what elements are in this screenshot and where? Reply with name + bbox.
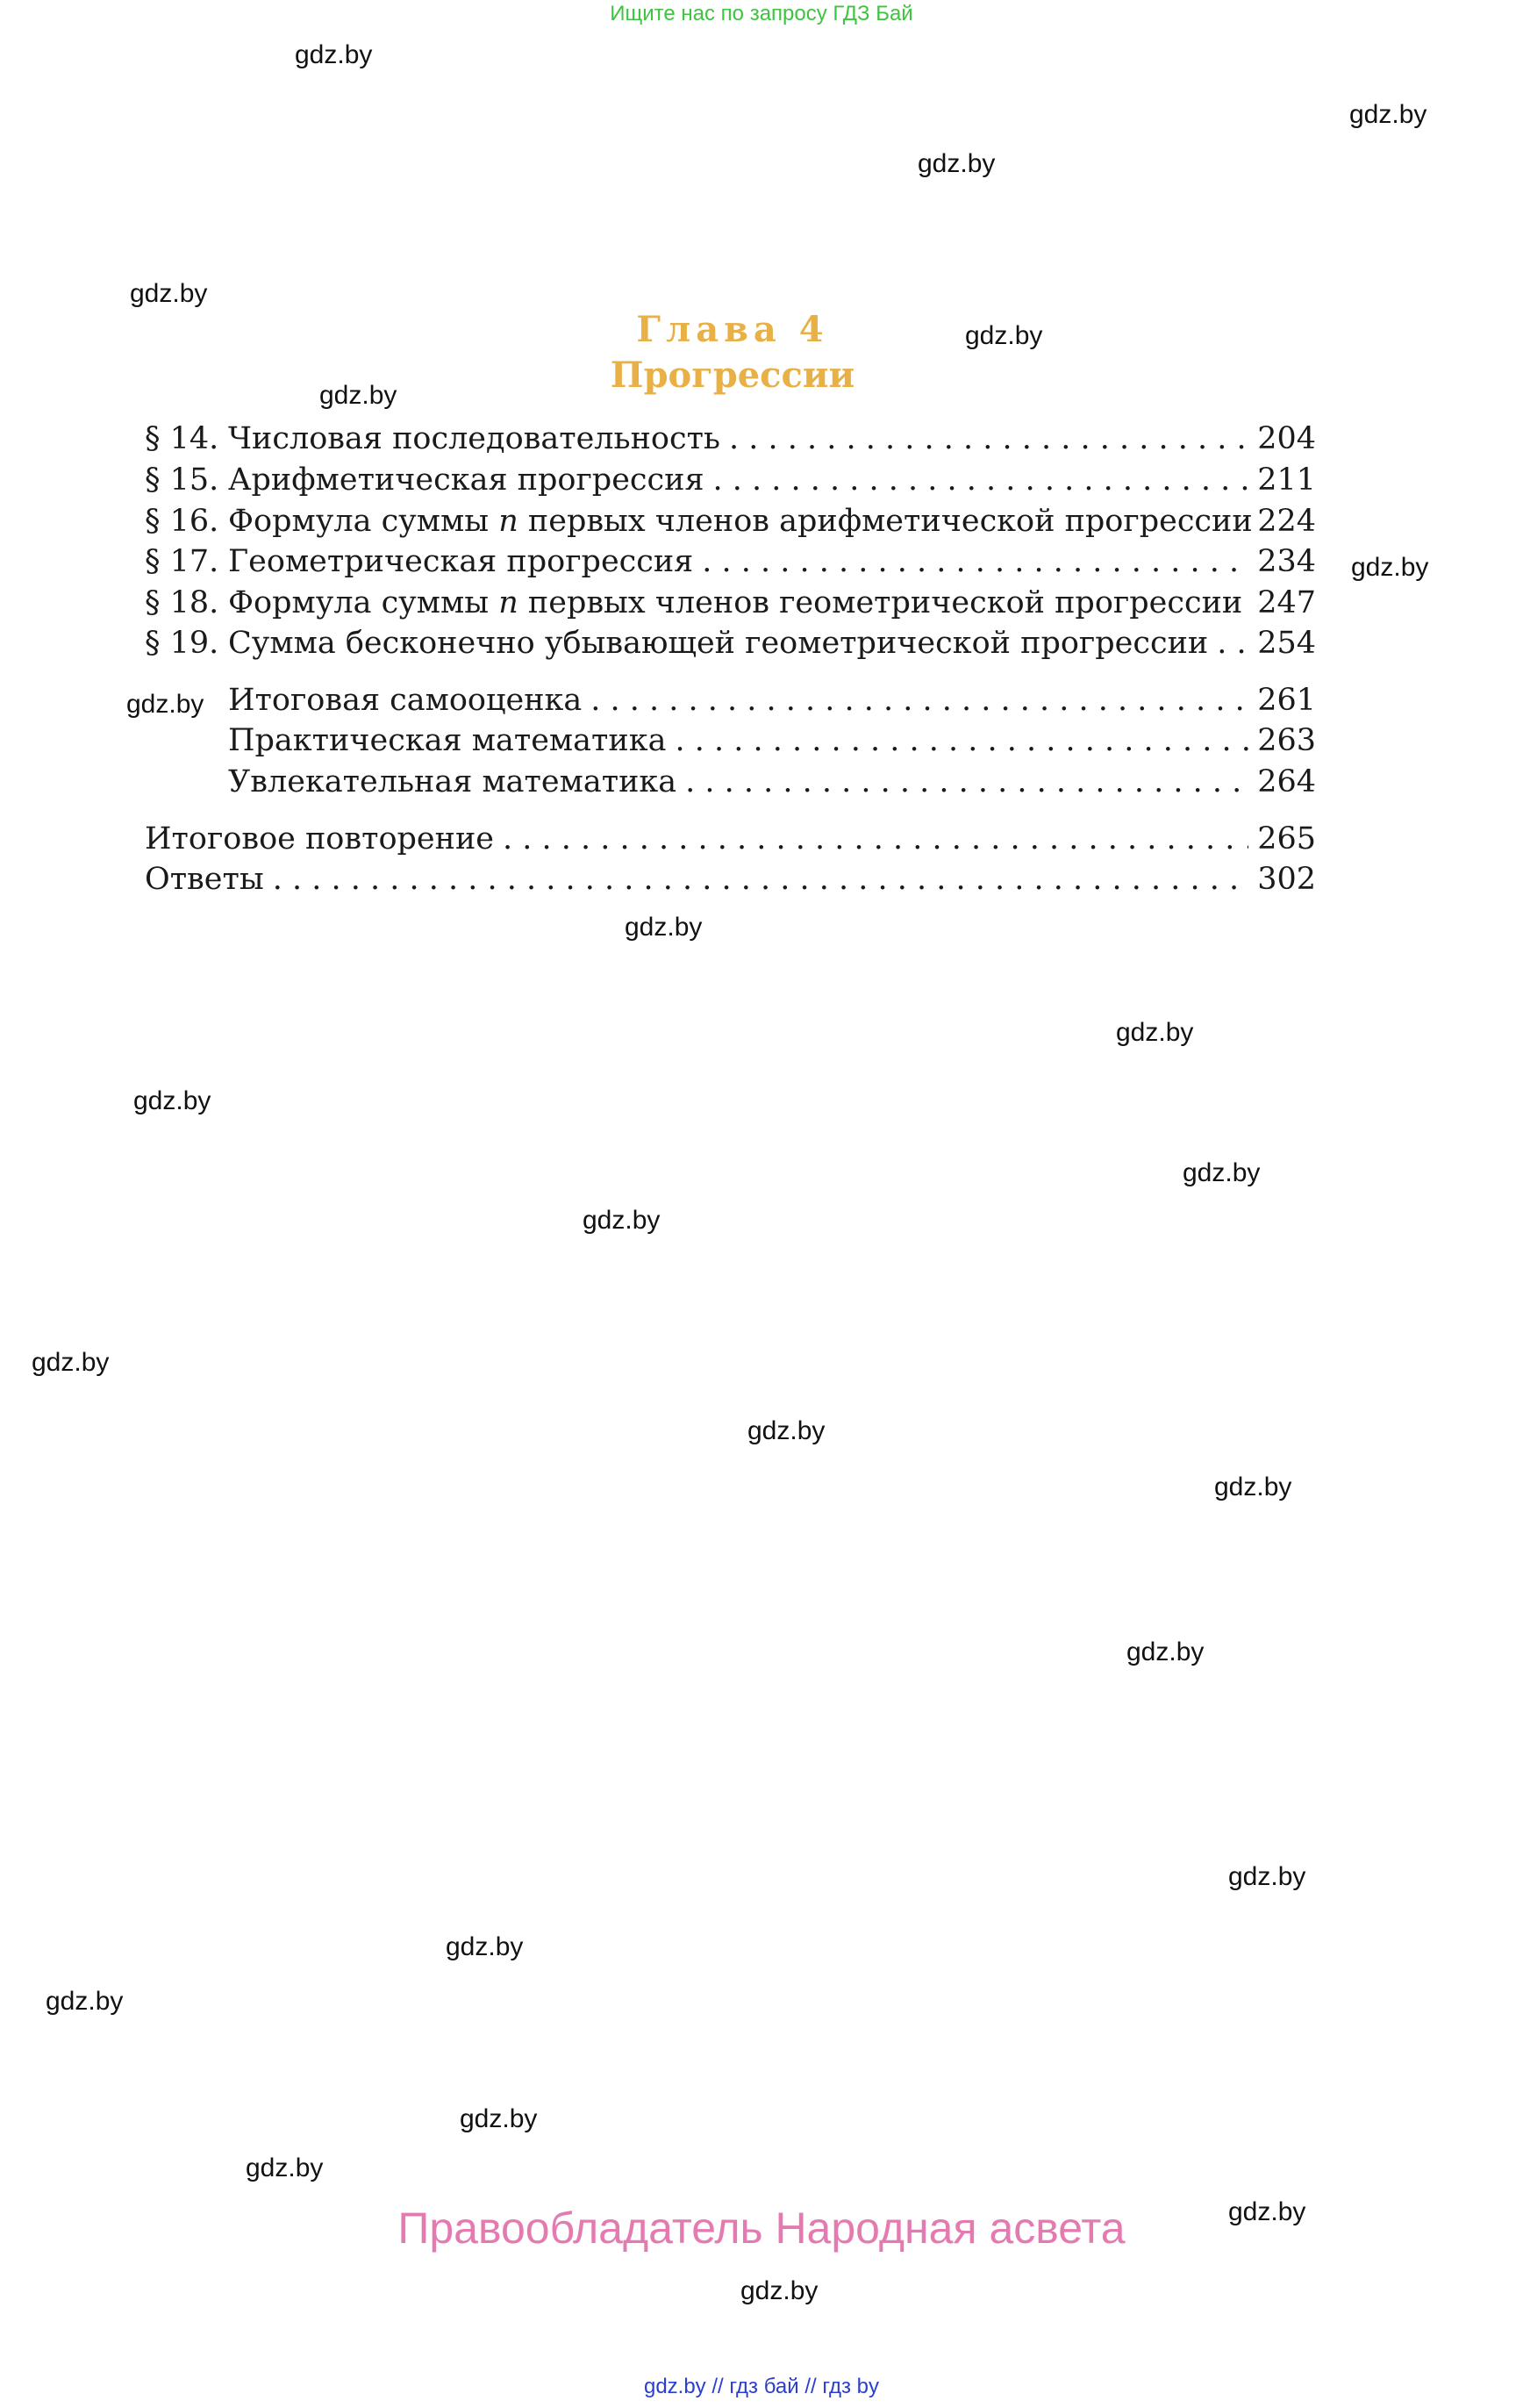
section-title: Сумма бесконечно убывающей геометрической прогрессии [228,626,1209,661]
toc-entry-answers[interactable] [145,862,1316,902]
watermark: gdz.by [918,149,996,178]
variable-n: n [498,585,518,620]
section-number: § 16. [145,504,219,539]
chapter-title: Прогрессии [610,355,855,396]
watermark: gdz.by [625,913,703,942]
page-number: 254 [1257,626,1316,661]
watermark: gdz.by [747,1416,826,1445]
page-number: 234 [1257,544,1316,579]
leader-dots [685,764,1248,799]
entry-title: Итоговое повторение [145,821,495,856]
watermark: gdz.by [1228,2197,1306,2226]
page-number: 247 [1257,585,1316,620]
toc-entry-practical-math[interactable] [145,723,1316,763]
page-number: 264 [1257,764,1316,799]
section-title-part: первых членов арифметической прогрессии [527,504,1253,539]
section-title: Геометрическая прогрессия [228,544,694,579]
page-number: 263 [1257,723,1316,758]
page-number: 265 [1257,821,1316,856]
toc-entry-fascinating-math[interactable] [145,764,1316,805]
watermark: gdz.by [1351,553,1429,582]
page-number: 224 [1257,504,1316,539]
watermark: gdz.by [1349,100,1427,129]
section-number: § 17. [145,544,219,579]
page-number: 302 [1257,862,1316,897]
watermark: gdz.by [1228,1862,1306,1891]
section-title-part: Формула суммы [228,585,490,620]
watermark: gdz.by [46,1987,124,2016]
entry-title: Практическая математика [228,723,667,758]
watermark: gdz.by [126,690,204,719]
leader-dots [702,544,1248,579]
section-number: § 19. [145,626,219,661]
leader-dots [729,421,1248,456]
leader-dots [503,821,1248,856]
watermark: gdz.by [583,1206,661,1235]
leader-dots [590,683,1248,718]
watermark: gdz.by [130,279,208,308]
chapter-number: Глава 4 [636,309,829,350]
toc-entry-section-17[interactable] [145,544,1316,584]
section-number: § 14. [145,421,219,456]
section-title: Арифметическая прогрессия [228,462,704,498]
section-title [228,504,1253,539]
leader-dots [675,723,1248,758]
watermark: gdz.by [965,321,1043,350]
leader-dots [713,462,1249,498]
watermark: gdz.by [446,1932,524,1961]
page-number: 261 [1257,683,1316,718]
entry-title: Итоговая самооценка [228,683,583,718]
section-title-part: первых членов геометрической прогрессии [527,585,1243,620]
toc-entry-section-18[interactable] [145,585,1316,626]
entry-title: Ответы [145,862,264,897]
watermark: gdz.by [460,2104,538,2133]
watermark: gdz.by [1116,1018,1194,1047]
leader-dots [273,862,1248,897]
top-banner: Ищите нас по запросу ГДЗ Бай [610,2,913,25]
section-number: § 18. [145,585,219,620]
page-number: 204 [1257,421,1316,456]
watermark: gdz.by [740,2276,819,2305]
toc-entry-self-assessment[interactable] [145,683,1316,723]
copyright-notice: Правообладатель Народная асвета [397,2204,1126,2253]
watermark: gdz.by [319,381,397,410]
section-number: § 15. [145,462,219,498]
section-title [228,585,1242,620]
section-title: Числовая последовательность [228,421,720,456]
watermark: gdz.by [133,1086,211,1115]
watermark: gdz.by [295,40,373,69]
watermark: gdz.by [1214,1473,1292,1501]
watermark: gdz.by [246,2154,324,2182]
entry-title: Увлекательная математика [228,764,677,799]
toc-entry-section-14[interactable] [145,421,1316,462]
variable-n: n [498,504,518,539]
watermark: gdz.by [1183,1158,1261,1187]
section-title-part: Формула суммы [228,504,490,539]
watermark: gdz.by [1126,1638,1205,1666]
toc-entry-section-15[interactable] [145,462,1316,503]
toc-entry-final-review[interactable] [145,821,1316,862]
toc-entry-section-19[interactable] [145,626,1316,666]
toc-entry-section-16[interactable] [145,504,1316,544]
watermark: gdz.by [32,1348,110,1377]
leader-dots [1217,626,1248,661]
footer-links[interactable]: gdz.by // гдз бай // гдз by [643,2375,880,2398]
page-number: 211 [1257,462,1316,498]
